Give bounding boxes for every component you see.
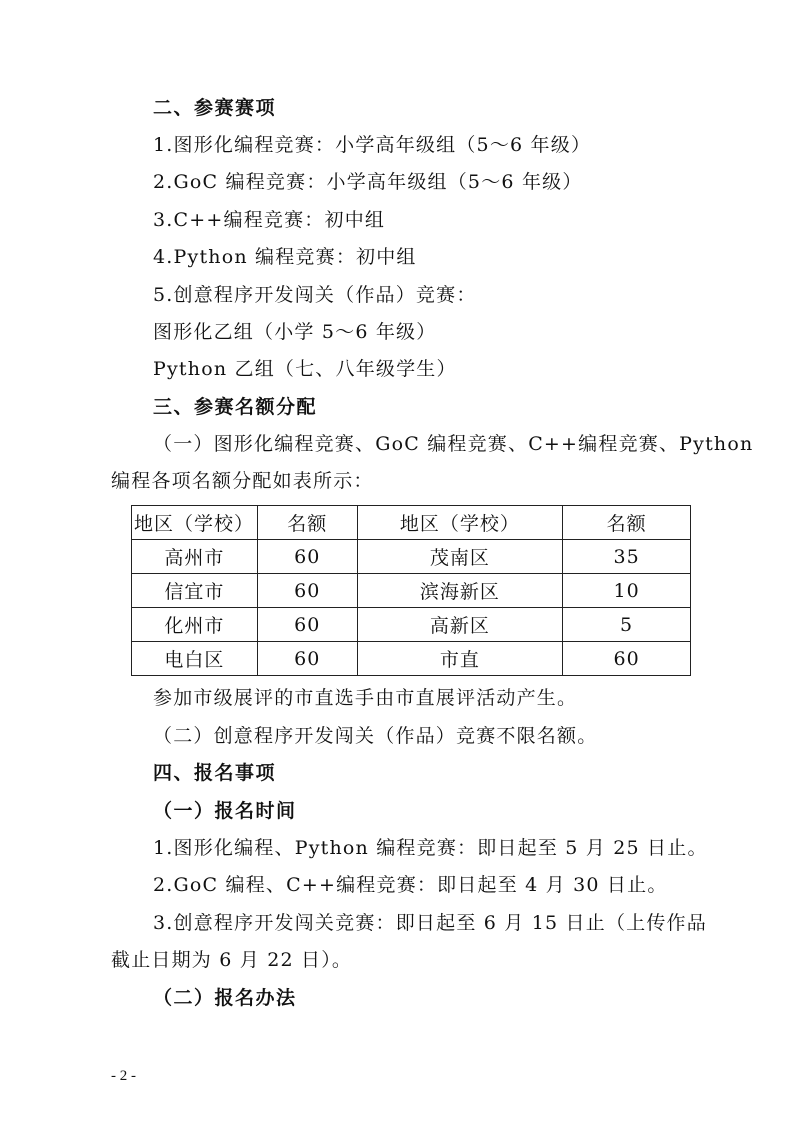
quota-paragraph-line-2: 编程各项名额分配如表所示： [111, 470, 374, 492]
table-header-row [132, 506, 691, 540]
quota-paragraph-line-1: （一）图形化编程竞赛、GoC 编程竞赛、C++编程竞赛、Python [153, 433, 754, 455]
table-header-cell: 名额 [563, 506, 691, 540]
table-cell: 化州市 [132, 608, 258, 642]
competition-item-2: 2.GoC 编程竞赛：小学高年级组（5～6 年级） [153, 171, 583, 193]
table-row [132, 642, 691, 676]
registration-time-heading: （一）报名时间 [153, 800, 297, 822]
table-cell: 60 [257, 608, 357, 642]
table-cell: 茂南区 [357, 540, 563, 574]
table-cell: 10 [563, 574, 691, 608]
page-number: - 2 - [111, 1068, 136, 1084]
table-cell: 市直 [357, 642, 563, 676]
section-3-heading: 三、参赛名额分配 [153, 396, 318, 418]
competition-item-5-group-a: 图形化乙组（小学 5～6 年级） [153, 321, 437, 343]
table-header-cell: 地区（学校） [132, 506, 258, 540]
competition-item-3: 3.C++编程竞赛：初中组 [153, 209, 386, 231]
table-row [132, 608, 691, 642]
quota-note: 参加市级展评的市直选手由市直展评活动产生。 [153, 687, 578, 709]
table-cell: 信宜市 [132, 574, 258, 608]
competition-item-1: 1.图形化编程竞赛：小学高年级组（5～6 年级） [153, 134, 592, 156]
table-cell: 60 [563, 642, 691, 676]
competition-item-4: 4.Python 编程竞赛：初中组 [153, 246, 417, 268]
table-cell: 35 [563, 540, 691, 574]
table-cell: 60 [257, 574, 357, 608]
quota-table [131, 505, 691, 676]
competition-item-5: 5.创意程序开发闯关（作品）竞赛： [153, 284, 477, 306]
table-row [132, 574, 691, 608]
table-cell: 电白区 [132, 642, 258, 676]
table-cell: 60 [257, 642, 357, 676]
quota-paragraph-2: （二）创意程序开发闯关（作品）竞赛不限名额。 [153, 725, 598, 747]
table-row [132, 540, 691, 574]
registration-method-heading: （二）报名办法 [153, 987, 297, 1009]
table-cell: 高新区 [357, 608, 563, 642]
competition-item-5-group-b: Python 乙组（七、八年级学生） [153, 358, 457, 380]
section-4-heading: 四、报名事项 [153, 762, 277, 784]
table-cell: 5 [563, 608, 691, 642]
table-header-cell: 名额 [257, 506, 357, 540]
registration-time-item-3-continued: 截止日期为 6 月 22 日）。 [111, 949, 353, 971]
registration-time-item-3: 3.创意程序开发闯关竞赛：即日起至 6 月 15 日止（上传作品 [153, 912, 707, 934]
table-cell: 滨海新区 [357, 574, 563, 608]
registration-time-item-2: 2.GoC 编程、C++编程竞赛：即日起至 4 月 30 日止。 [153, 874, 668, 896]
registration-time-item-1: 1.图形化编程、Python 编程竞赛：即日起至 5 月 25 日止。 [153, 837, 708, 859]
table-cell: 60 [257, 540, 357, 574]
table-cell: 高州市 [132, 540, 258, 574]
table-header-cell: 地区（学校） [357, 506, 563, 540]
section-2-heading: 二、参赛赛项 [153, 97, 277, 119]
